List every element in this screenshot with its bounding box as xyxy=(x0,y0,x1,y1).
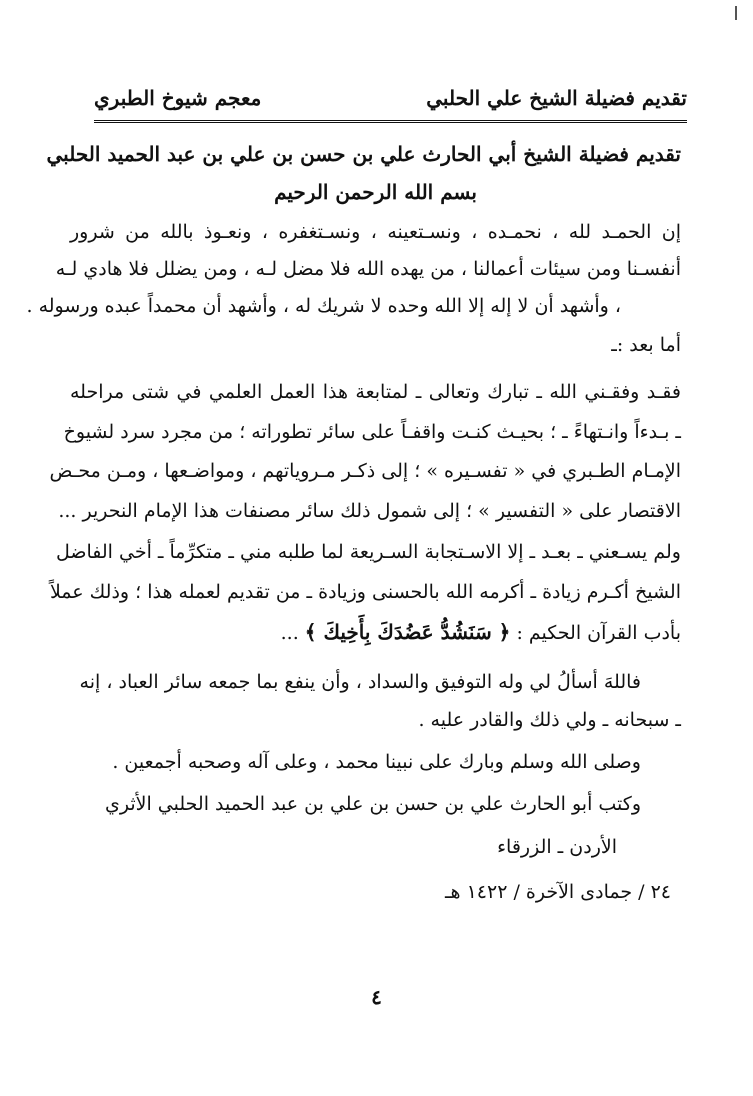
paragraph-line: وصلى الله وسلم وبارك على نبينا محمد ، وعلى آله وصحبه أجمعين . xyxy=(112,751,641,773)
basmala: بسم الله الرحمن الرحيم xyxy=(274,180,477,204)
paragraph-line: أنفسـنا ومن سيئات أعمالنا ، من يهده الله فلا مضل لـه ، ومن يضلل فلا هادي لـه xyxy=(55,258,681,280)
signature-line: وكتب أبو الحارث علي بن حسن بن علي بن عبد الحميد الحلبي الأثري xyxy=(104,793,641,815)
page-corner-mark xyxy=(729,6,737,20)
quran-line xyxy=(70,618,681,647)
ellipsis: ... xyxy=(280,622,299,644)
paragraph-line: الشيخ أكـرم زيادة ـ أكرمه الله بالحسنى وزيادة ـ من تقديم لعمله هذا ؛ وذلك عملاً xyxy=(49,581,681,603)
running-header xyxy=(94,82,687,118)
paragraph-line: إن الحمـد لله ، نحمـده ، ونسـتعينه ، ونسـتغفره ، ونعـوذ بالله من شرور xyxy=(70,221,681,243)
paragraph-line: ـ بـدءاً وانـتهاءً ـ ؛ بحيـث كنـت واقفـاً على سائر تطوراته ؛ من مجرد سرد لشيوخ xyxy=(63,421,681,443)
paragraph-line: ، وأشهد أن لا إله إلا الله وحده لا شريك له ، وأشهد أن محمداً عبده ورسوله . xyxy=(26,295,621,317)
paragraph-line: الاقتصار على « التفسير » ؛ إلى شمول ذلك سائر مصنفات هذا الإمام النحرير ... xyxy=(58,500,681,522)
paragraph-line: ولم يسـعني ـ بعـد ـ إلا الاسـتجابة السـريعة لما طلبه مني ـ متكرِّماً ـ أخي الفاضل xyxy=(55,541,681,563)
location-line: الأردن ـ الزرقاء xyxy=(497,836,617,858)
header-rule xyxy=(94,120,687,123)
date-line: ٢٤ / جمادى الآخرة / ١٤٢٢ هـ xyxy=(444,881,671,903)
quran-verse: ﴿ سَنَشُدُّ عَضُدَكَ بِأَخِيكَ ﴾ xyxy=(304,620,511,644)
paragraph-line: أما بعد :ـ xyxy=(611,334,681,356)
header-chapter-title: تقديم فضيلة الشيخ علي الحلبي xyxy=(426,86,687,110)
paragraph-line: فقـد وفقـني الله ـ تبارك وتعالى ـ لمتابعة هذا العمل العلمي في شتى مراحله xyxy=(70,381,681,403)
paragraph-line: فاللهَ أسألُ لي وله التوفيق والسداد ، وأن ينفع بما جمعه سائر العباد ، إنه xyxy=(79,671,641,693)
page-number: ٤ xyxy=(371,985,382,1009)
paragraph-line: بأدب القرآن الحكيم : xyxy=(516,622,681,644)
section-title: تقديم فضيلة الشيخ أبي الحارث علي بن حسن بن علي بن عبد الحميد الحلبي xyxy=(46,142,681,166)
paragraph-line: ـ سبحانه ـ ولي ذلك والقادر عليه . xyxy=(418,709,681,731)
header-book-title: معجم شيوخ الطبري xyxy=(94,86,262,110)
paragraph-line: الإمـام الطـبري في « تفسـيره » ؛ إلى ذكـر مـروياتهم ، ومواضـعها ، ومـن محـض xyxy=(49,460,681,482)
